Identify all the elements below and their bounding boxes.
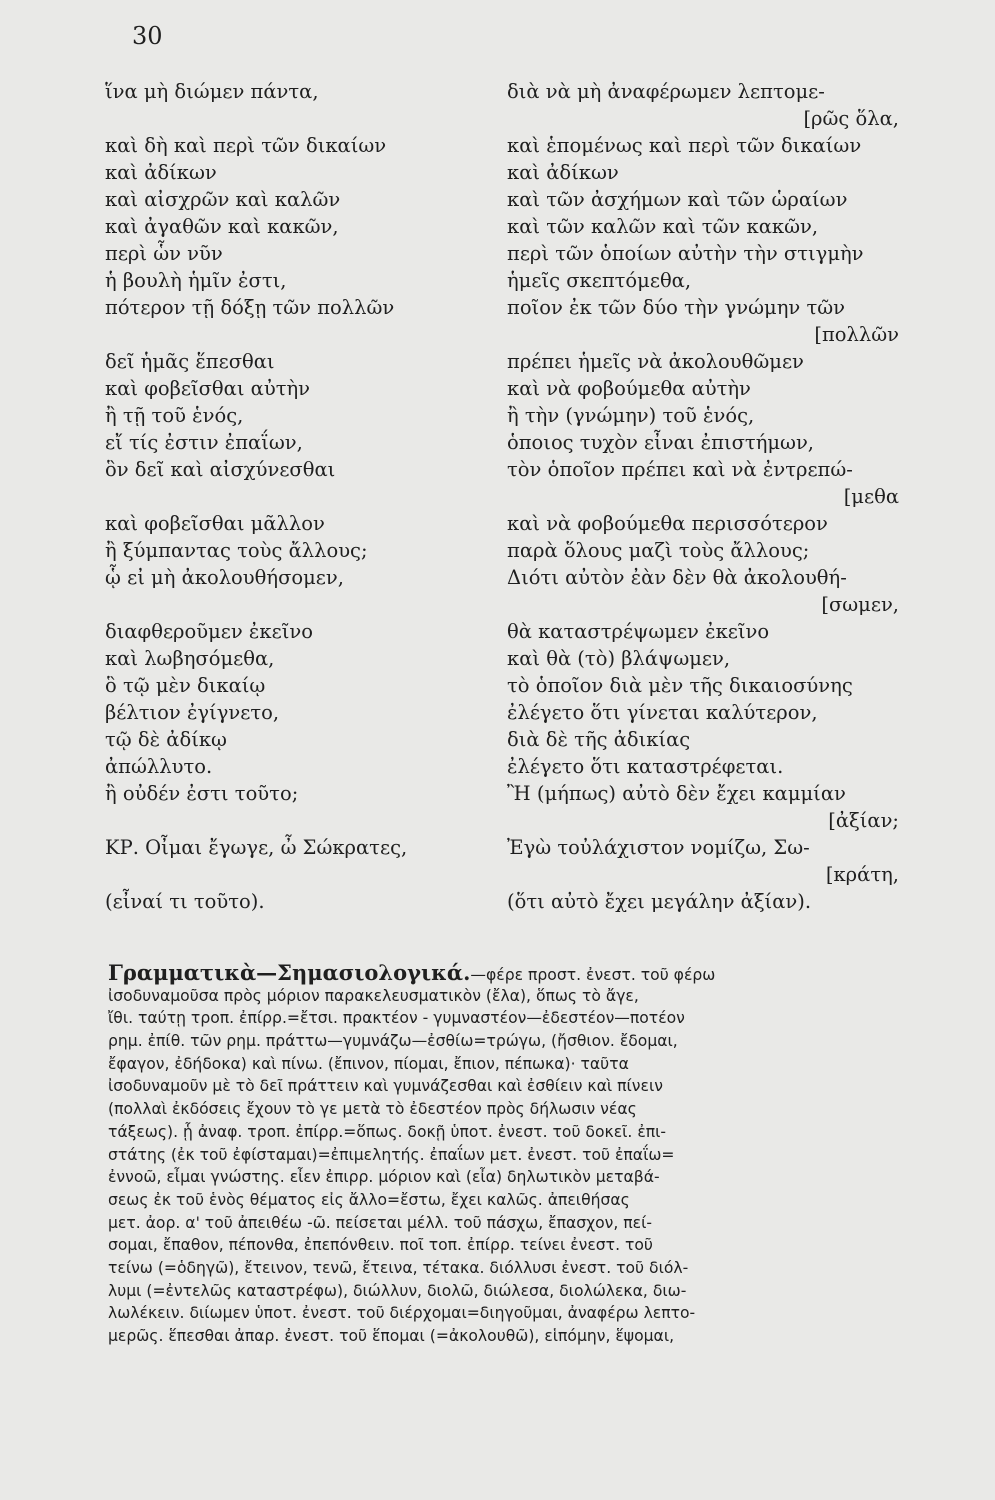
ancient-text-line: (εἶναί τι τοῦτο). (105, 890, 265, 913)
ancient-text-line: τῷ δὲ ἀδίκῳ (105, 728, 227, 751)
ancient-text-line: ἡ βουλὴ ἡμῖν ἐστι, (105, 269, 287, 292)
ancient-text-line (105, 807, 485, 834)
notes-first-line-rest: —φέρε προστ. ἐνεστ. τοῦ φέρω (470, 966, 716, 984)
translation-line: καὶ νὰ φοβούμεθα αὐτὴν (507, 377, 751, 400)
translation-line: καὶ ἑπομένως καὶ περὶ τῶν δικαίων (507, 134, 862, 157)
grammar-notes (108, 962, 900, 1348)
note-line: ἐννοῶ, εἶμαι γνώστης. εἶεν ἐπιρρ. μόριον καὶ (εἶα) δηλωτικὸν μεταβά- (108, 1168, 660, 1187)
translation-line: Ἢ (μήπως) αὐτὸ δὲν ἔχει καμμίαν (507, 782, 846, 805)
note-line: τάξεως). ᾗ ἀναφ. τροπ. ἐπίρρ.=ὅπως. δοκῇ ὑποτ. ἐνεστ. τοῦ δοκεῖ. ἐπι- (108, 1122, 667, 1141)
translation-line: καὶ θὰ (τὸ) βλάψωμεν, (507, 647, 731, 670)
notes-heading: Γραμματικὰ—Σημασιολογικά. (108, 960, 471, 985)
ancient-text-line: περὶ ὧν νῦν (105, 242, 223, 265)
ancient-text-line: καὶ δὴ καὶ περὶ τῶν δικαίων (105, 134, 387, 157)
note-line: ἔφαγον, ἐδήδοκα) καὶ πίνω. (ἔπινον, πίομαι, ἔπιον, πέπωκα)· ταῦτα (108, 1054, 629, 1073)
translation-line: καὶ τῶν καλῶν καὶ τῶν κακῶν, (507, 215, 819, 238)
translation-line: καὶ νὰ φοβούμεθα περισσότερον (507, 512, 828, 535)
translation-line: καὶ τῶν ἀσχήμων καὶ τῶν ὡραίων (507, 188, 848, 211)
translation-line: περὶ τῶν ὁποίων αὐτὴν τὴν στιγμὴν (507, 242, 864, 265)
ancient-text-line (105, 483, 485, 510)
note-line: μετ. ἀορ. α' τοῦ ἀπειθέω -ῶ. πείσεται μέλλ. τοῦ πάσχω, ἔπασχον, πεί- (108, 1213, 653, 1232)
ancient-text-column (105, 78, 485, 915)
note-line: ρημ. ἐπίθ. τῶν ρημ. πράττω—γυμνάζω—ἐσθίω=τρώγω, (ἤσθιον. ἔδομαι, (108, 1032, 678, 1051)
ancient-text-line: ἢ ξύμπαντας τοὺς ἄλλους; (105, 539, 368, 562)
ancient-text-line: εἴ τίς ἐστιν ἐπαΐων, (105, 431, 303, 454)
translation-line: πρέπει ἡμεῖς νὰ ἀκολουθῶμεν (507, 350, 804, 373)
note-line: σεως ἐκ τοῦ ἑνὸς θέματος εἰς ἄλλο=ἔστω, ἔχει καλῶς. ἀπειθήσας (108, 1190, 630, 1209)
notes-first-line (108, 962, 900, 985)
translation-line: [ρῶς ὅλα, (803, 107, 899, 130)
ancient-text-line: καὶ ἀγαθῶν καὶ κακῶν, (105, 215, 339, 238)
ancient-text-line: δεῖ ἡμᾶς ἕπεσθαι (105, 350, 275, 373)
translation-line: Διότι αὐτὸν ἐὰν δὲν θὰ ἀκολουθή- (507, 566, 847, 589)
translation-line: [πολλῶν (814, 323, 899, 346)
translation-line: παρὰ ὅλους μαζὶ τοὺς ἄλλους; (507, 539, 810, 562)
ancient-text-line (105, 321, 485, 348)
translation-line: τὸν ὁποῖον πρέπει καὶ νὰ ἐντρεπώ- (507, 458, 853, 481)
translation-line: (ὅτι αὐτὸ ἔχει μεγάλην ἀξίαν). (507, 890, 812, 913)
ancient-text-line (105, 591, 485, 618)
ancient-text-line: ὃ τῷ μὲν δικαίῳ (105, 674, 266, 697)
translation-line: θὰ καταστρέψωμεν ἐκεῖνο (507, 620, 770, 643)
translation-line: Ἐγὼ τοὐλάχιστον νομίζω, Σω- (507, 836, 810, 859)
note-line: λυμι (=ἐντελῶς καταστρέφω), διώλλυν, διολῶ, διώλεσα, διολώλεκα, διω- (108, 1281, 687, 1300)
note-line: ἰσοδυναμοῦν μὲ τὸ δεῖ πράττειν καὶ γυμνάζεσθαι καὶ ἐσθίειν καὶ πίνειν (108, 1077, 663, 1096)
ancient-text-line: ΚΡ. Οἶμαι ἔγωγε, ὦ Σώκρατες, (105, 836, 408, 859)
translation-line: [κράτη, (825, 863, 899, 886)
note-line: λωλέκειν. διίωμεν ὑποτ. ἐνεστ. τοῦ διέρχομαι=διηγοῦμαι, ἀναφέρω λεπτο- (108, 1304, 696, 1323)
ancient-text-line: διαφθεροῦμεν ἐκεῖνο (105, 620, 313, 643)
ancient-text-line: καὶ αἰσχρῶν καὶ καλῶν (105, 188, 341, 211)
ancient-text-line: καὶ ἀδίκων (105, 161, 217, 184)
ancient-text-line (105, 861, 485, 888)
translation-line: ὁποιος τυχὸν εἶναι ἐπιστήμων, (507, 431, 815, 454)
ancient-text-line: ᾧ εἰ μὴ ἀκολουθήσομεν, (105, 566, 344, 589)
note-line: σομαι, ἔπαθον, πέπονθα, ἐπεπόνθειν. ποῖ τοπ. ἐπίρρ. τείνει ἐνεστ. τοῦ (108, 1236, 653, 1255)
ancient-text-line: καὶ λωβησόμεθα, (105, 647, 275, 670)
ancient-text-line: ἀπώλλυτο. (105, 755, 213, 778)
translation-line: [ἀξίαν; (828, 809, 899, 832)
translation-line: τὸ ὁποῖον διὰ μὲν τῆς δικαιοσύνης (507, 674, 853, 697)
translation-line: καὶ ἀδίκων (507, 161, 619, 184)
ancient-text-line: βέλτιον ἐγίγνετο, (105, 701, 280, 724)
translation-column (507, 78, 899, 915)
note-line: ἴθι. ταύτῃ τροπ. ἐπίρρ.=ἔτσι. πρακτέον - γυμναστέον—ἐδεστέον—ποτέον (108, 1009, 685, 1028)
ancient-text-line: καὶ φοβεῖσθαι αὐτὴν (105, 377, 311, 400)
translation-line: [σωμεν, (821, 593, 899, 616)
note-line: στάτης (ἐκ τοῦ ἐφίσταμαι)=ἐπιμελητής. ἐπαΐων μετ. ἐνεστ. τοῦ ἐπαΐω= (108, 1145, 675, 1164)
ancient-text-line: καὶ φοβεῖσθαι μᾶλλον (105, 512, 325, 535)
translation-line: ἐλέγετο ὅτι γίνεται καλύτερον, (507, 701, 818, 724)
note-line: μερῶς. ἕπεσθαι ἀπαρ. ἐνεστ. τοῦ ἕπομαι (=ἀκολουθῶ), εἱπόμην, ἕψομαι, (108, 1327, 675, 1345)
note-line: (πολλαὶ ἐκδόσεις ἔχουν τὸ γε μετὰ τὸ ἐδεστέον πρὸς δήλωσιν νέας (108, 1100, 637, 1119)
translation-line: [μεθα (843, 485, 899, 508)
ancient-text-line (105, 105, 485, 132)
translation-line: ἡμεῖς σκεπτόμεθα, (507, 269, 692, 292)
translation-line: ποῖον ἐκ τῶν δύο τὴν γνώμην τῶν (507, 296, 846, 319)
translation-line: διὰ δὲ τῆς ἀδικίας (507, 728, 691, 751)
note-line: ἰσοδυναμοῦσα πρὸς μόριον παρακελευσματικὸν (ἔλα), ὅπως τὸ ἄγε, (108, 986, 639, 1005)
ancient-text-line: ἢ τῇ τοῦ ἑνός, (105, 404, 244, 427)
ancient-text-line: ὃν δεῖ καὶ αἰσχύνεσθαι (105, 458, 336, 481)
note-line: τείνω (=ὁδηγῶ), ἔτεινον, τενῶ, ἔτεινα, τέτακα. διόλλυσι ἐνεστ. τοῦ διόλ- (108, 1258, 689, 1277)
translation-line: ἢ τὴν (γνώμην) τοῦ ἑνός, (507, 404, 755, 427)
page-number: 30 (132, 22, 163, 50)
translation-line: διὰ νὰ μὴ ἀναφέρωμεν λεπτομε- (507, 80, 825, 103)
ancient-text-line: ἵνα μὴ διώμεν πάντα, (105, 80, 319, 103)
translation-line: ἐλέγετο ὅτι καταστρέφεται. (507, 755, 784, 778)
ancient-text-line: ἢ οὐδέν ἐστι τοῦτο; (105, 782, 299, 805)
ancient-text-line: πότερον τῇ δόξῃ τῶν πολλῶν (105, 296, 395, 319)
